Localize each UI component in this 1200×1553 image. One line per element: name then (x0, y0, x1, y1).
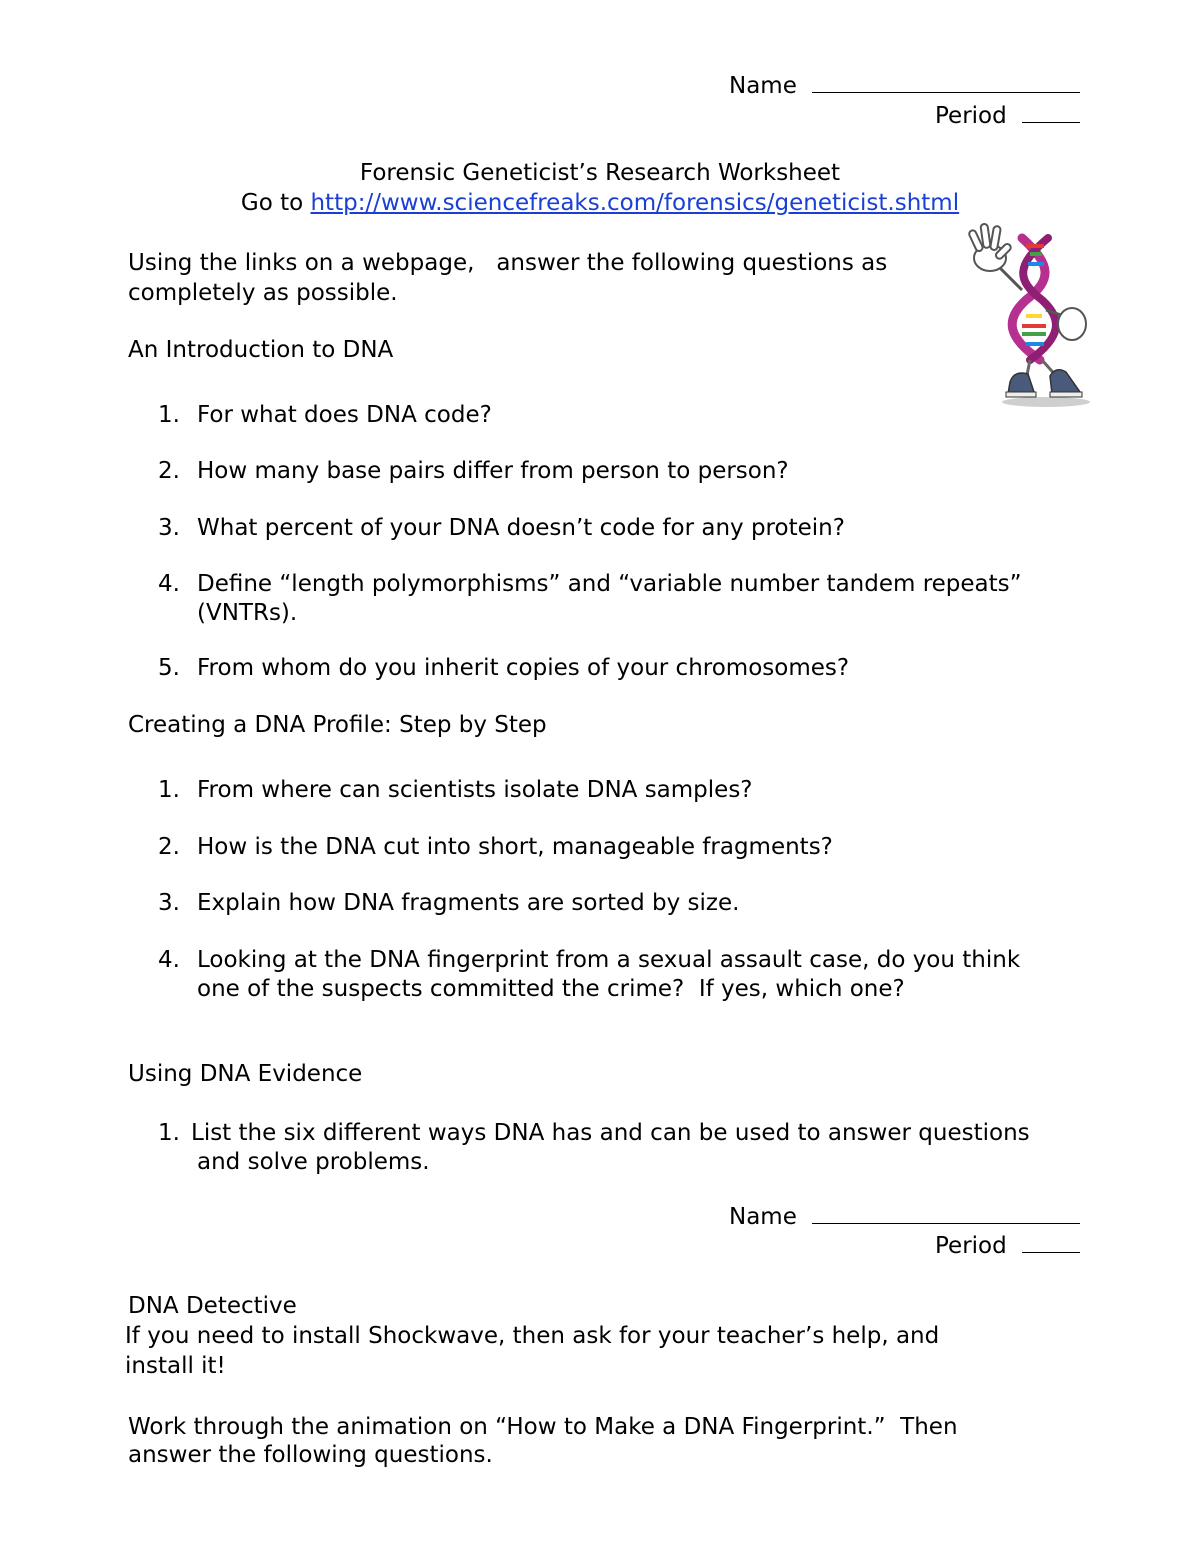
question-text: How many base pairs differ from person to person? (197, 458, 789, 484)
question-number: 1. (158, 1120, 180, 1146)
question-item (0, 400, 1200, 430)
question-text: From whom do you inherit copies of your chromosomes? (197, 655, 850, 681)
question-text: From where can scientists isolate DNA samples? (197, 777, 753, 803)
question-text: How is the DNA cut into short, manageable fragments? (197, 834, 833, 860)
animation-line-2: answer the following questions. (128, 1442, 493, 1468)
question-number: 2. (158, 834, 180, 860)
question-text-cont: and solve problems. (197, 1149, 430, 1175)
question-number: 4. (158, 571, 180, 597)
goto-line (0, 188, 1200, 218)
shockwave-line-2: install it! (125, 1353, 226, 1379)
section-heading-dna-profile: Creating a DNA Profile: Step by Step (128, 712, 547, 738)
question-item (0, 945, 1200, 1005)
question-text: Define “length polymorphisms” and “variable number tandem repeats” (197, 571, 1022, 597)
question-number: 3. (158, 890, 180, 916)
question-item (0, 569, 1200, 629)
section-heading-intro-dna: An Introduction to DNA (128, 337, 394, 363)
question-item (0, 456, 1200, 486)
question-item (0, 888, 1200, 918)
question-text: List the six different ways DNA has and can be used to answer questions (191, 1120, 1030, 1146)
question-number: 3. (158, 515, 180, 541)
intro-line-1: Using the links on a webpage, answer the following questions as (128, 250, 888, 276)
name-blank[interactable] (812, 72, 1080, 93)
name-field-top (729, 71, 1080, 101)
question-item (0, 1118, 1200, 1178)
question-item (0, 653, 1200, 683)
animation-line-1: Work through the animation on “How to Make a DNA Fingerprint.” Then (128, 1414, 958, 1440)
question-text-cont: (VNTRs). (197, 600, 298, 626)
period-blank[interactable] (1022, 1232, 1080, 1253)
period-label: Period (935, 1233, 1007, 1259)
period-label: Period (935, 103, 1007, 129)
name-label: Name (729, 1204, 797, 1230)
question-text-cont: one of the suspects committed the crime? If yes, which one? (197, 976, 905, 1002)
period-field-bottom (935, 1231, 1080, 1261)
question-number: 1. (158, 777, 180, 803)
question-number: 1. (158, 402, 180, 428)
question-item (0, 832, 1200, 862)
name-blank[interactable] (812, 1203, 1080, 1224)
question-text: Explain how DNA fragments are sorted by size. (197, 890, 740, 916)
section-heading-dna-evidence: Using DNA Evidence (128, 1061, 363, 1087)
question-number: 2. (158, 458, 180, 484)
period-blank[interactable] (1022, 102, 1080, 123)
section-heading-dna-detective: DNA Detective (128, 1293, 297, 1319)
name-field-bottom (729, 1202, 1080, 1232)
dna-mascot-icon (960, 220, 1100, 410)
question-item (0, 513, 1200, 543)
question-text: What percent of your DNA doesn’t code for any protein? (197, 515, 845, 541)
question-number: 5. (158, 655, 180, 681)
question-text: Looking at the DNA fingerprint from a sexual assault case, do you think (197, 947, 1021, 973)
shockwave-line-1: If you need to install Shockwave, then ask for your teacher’s help, and (125, 1323, 940, 1349)
question-item (0, 775, 1200, 805)
goto-link[interactable]: http://www.sciencefreaks.com/forensics/geneticist.shtml (310, 190, 960, 216)
goto-prefix: Go to (240, 190, 304, 216)
question-number: 4. (158, 947, 180, 973)
question-text: For what does DNA code? (197, 402, 492, 428)
period-field-top (935, 101, 1080, 131)
intro-line-2: completely as possible. (128, 280, 398, 306)
page-title: Forensic Geneticist’s Research Worksheet (359, 160, 841, 186)
name-label: Name (729, 73, 797, 99)
